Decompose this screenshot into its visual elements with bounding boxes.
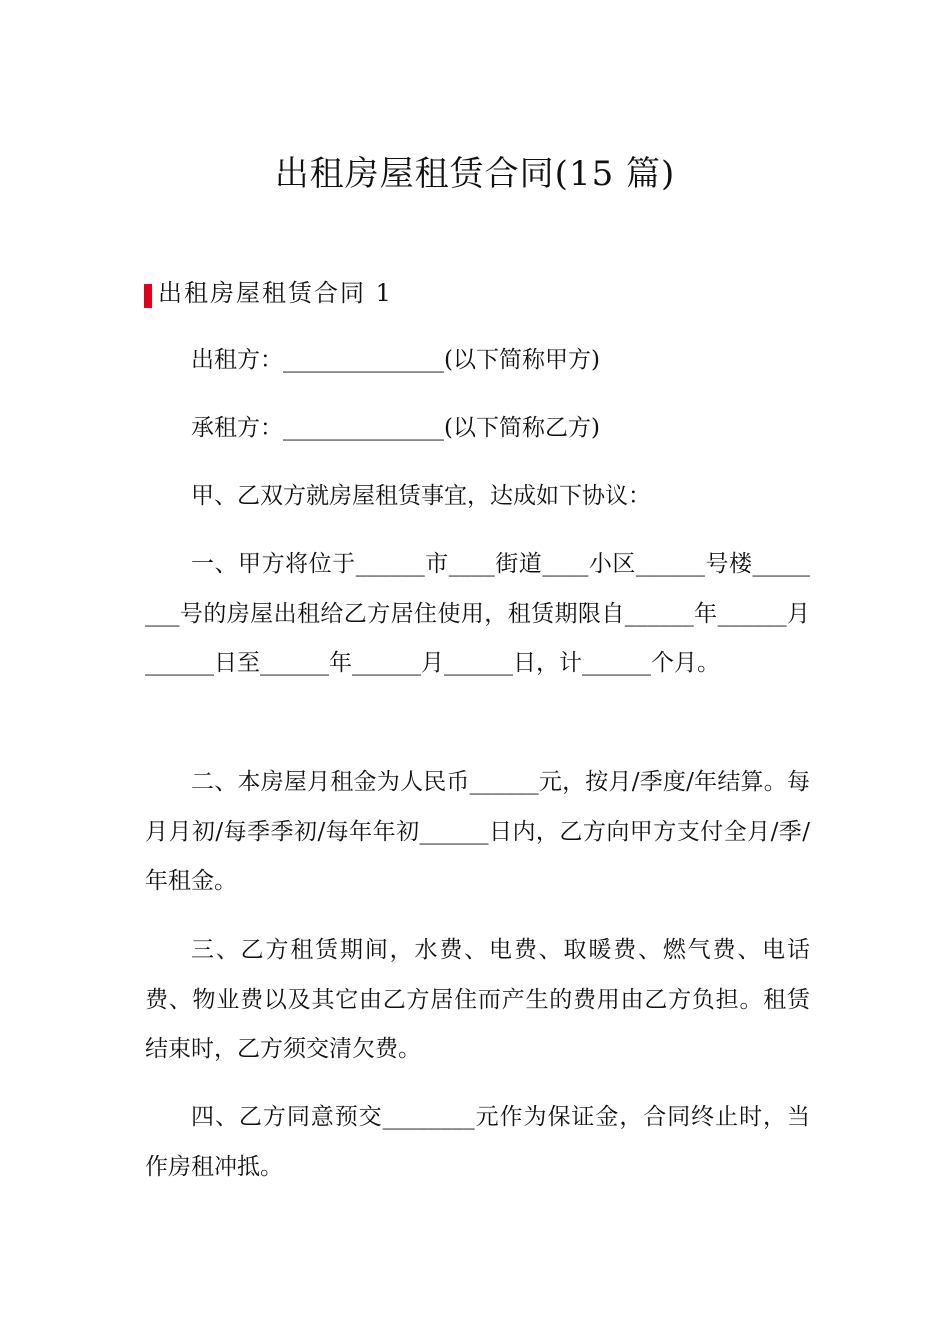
document-title: 出租房屋租赁合同(15 篇) [274,154,676,194]
section-heading-text: 出租房屋租赁合同 1 [158,279,393,307]
section-marker-icon [144,284,152,308]
paragraph-agreement-intro: 甲、乙双方就房屋租赁事宜，达成如下协议： [191,483,651,509]
paragraph-clause-1: 一、甲方将位于______市____街道____小区______号楼________号的房屋出租给乙方居住使用，租赁期限自______年______月______日至______年______月______日，计______个月。 [145,551,810,676]
paragraph-clause-2: 二、本房屋月租金为人民币______元，按月/季度/年结算。每月月初/每季季初/每年年初______日内，乙方向甲方支付全月/季/年租金。 [145,769,810,894]
paragraph-clause-4: 四、乙方同意预交________元作为保证金，合同终止时，当作房租冲抵。 [145,1104,810,1180]
paragraph-clause-3: 三、乙方租赁期间，水费、电费、取暖费、燃气费、电话费、物业费以及其它由乙方居住而产生的费用由乙方负担。租赁结束时，乙方须交清欠费。 [145,937,810,1062]
section-heading [144,276,393,310]
paragraph-lessee: 承租方：______________(以下简称乙方) [191,415,600,441]
paragraph-lessor: 出租方：______________(以下简称甲方) [191,347,600,373]
